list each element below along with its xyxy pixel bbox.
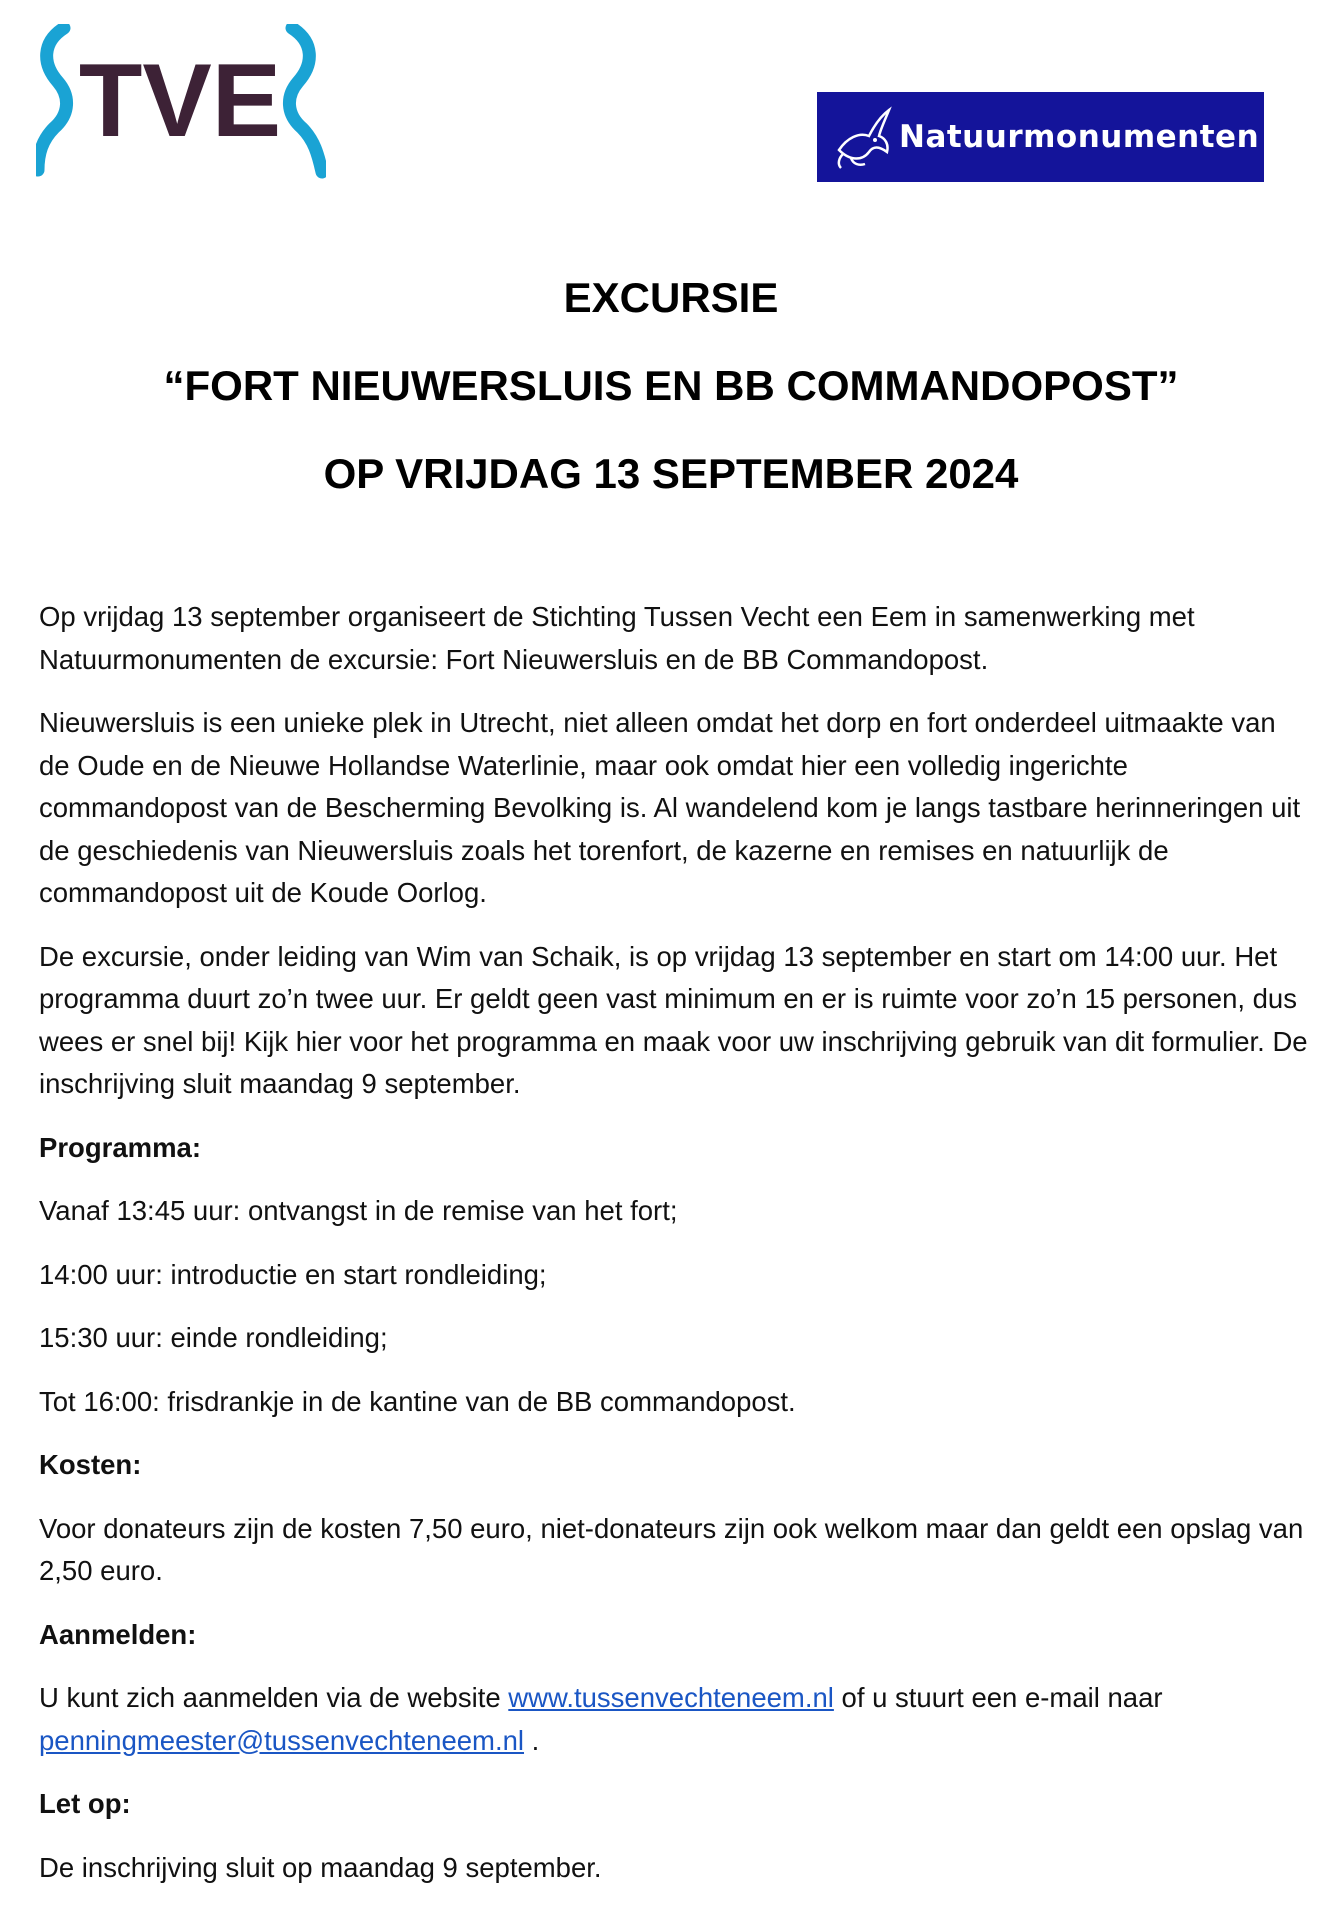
tve-logo-graphic (36, 24, 326, 184)
description-paragraph: Nieuwersluis is een unieke plek in Utrecht, niet alleen omdat het dorp en fort onderdeel uitmaakte van de Oude en de Nieuwe Hollandse Waterlinie, maar ook omdat hier een volledig ingerichte commandopost van de Bescherming Bevolking is. Al wandelend kom je langs tastbare herinneringen uit de geschiedenis van Nieuwersluis zoals het torenfort, de kazerne en remises en natuurlijk de commandopost uit de Koude Oorlog. (39, 707, 1301, 908)
tve-left-wave (38, 28, 67, 170)
note-heading: Let op: (39, 1788, 131, 1819)
intro-paragraph: Op vrijdag 13 september organiseert de Stichting Tussen Vecht een Eem in samenwerking met Natuurmonumenten de excursie: Fort Nieuwersluis en de BB Commandopost. (39, 601, 1195, 675)
signup-suffix: . (531, 1724, 540, 1756)
program-item: 14:00 uur: introductie en start rondleiding; (39, 1258, 547, 1290)
signup-prefix: U kunt zich aanmelden via de website (39, 1682, 501, 1713)
note-paragraph: De inschrijving sluit op maandag 9 september. (39, 1851, 602, 1883)
natuurmonumenten-logo (817, 92, 1264, 182)
title-line-3: OP VRIJDAG 13 SEPTEMBER 2024 (323, 450, 1019, 497)
program-item: 15:30 uur: einde rondleiding; (39, 1322, 388, 1353)
program-item: Vanaf 13:45 uur: ontvangst in de remise van het fort; (39, 1195, 678, 1226)
signup-paragraph (39, 1677, 1309, 1762)
details-paragraph: De excursie, onder leiding van Wim van Schaik, is op vrijdag 13 september en start om 14:00 uur. Het programma duurt zo’n twee uur. Er geldt geen vast minimum en er is ruimte voor zo’n 15 personen, dus wees er snel bij! Kijk hier voor het programma en maak voor uw inschrijving gebruik van dit formulier. De inschrijving sluit maandag 9 september. (39, 940, 1308, 1099)
title-line-2: “FORT NIEUWERSLUIS EN BB COMMANDOPOST” (163, 362, 1179, 409)
costs-heading: Kosten: (39, 1449, 142, 1480)
tve-logo-text: TVE (78, 43, 282, 159)
tve-logo (36, 24, 326, 184)
title-line-1: EXCURSIE (563, 274, 779, 321)
signup-middle: of u stuurt een e-mail naar (841, 1682, 1163, 1713)
program-item: Tot 16:00: frisdrankje in de kantine van de BB commandopost. (39, 1385, 796, 1417)
costs-paragraph: Voor donateurs zijn de kosten 7,50 euro, niet-donateurs zijn ook welkom maar dan geldt een opslag van 2,50 euro. (39, 1512, 1304, 1586)
document-body (39, 596, 1309, 1910)
natuurmonumenten-logo-text: Natuurmonumenten (899, 119, 1260, 155)
signup-heading: Aanmelden: (39, 1618, 197, 1650)
email-link[interactable]: penningmeester@tussenvechteneem.nl (39, 1724, 525, 1756)
website-link[interactable]: www.tussenvechteneem.nl (508, 1682, 834, 1713)
tve-right-wave (289, 28, 322, 172)
bird-icon (829, 102, 897, 172)
program-heading: Programma: (39, 1131, 201, 1163)
